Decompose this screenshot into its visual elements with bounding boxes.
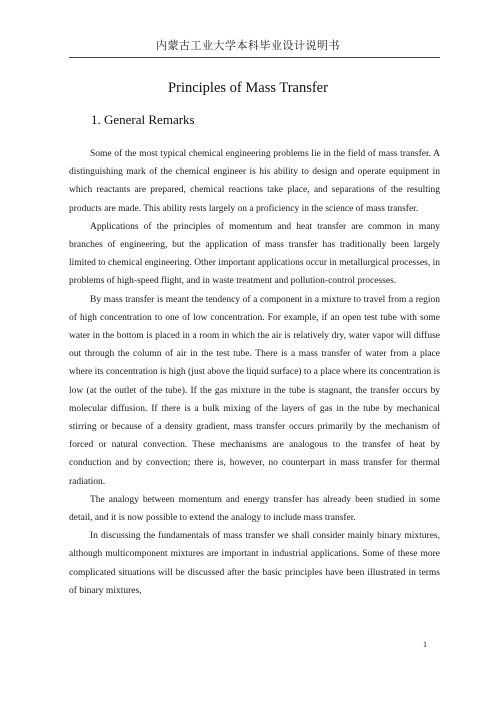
section-heading: 1. General Remarks: [91, 112, 195, 127]
document-title: Principles of Mass Transfer: [168, 80, 328, 96]
page-number: 1: [423, 640, 427, 649]
paragraph: By mass transfer is meant the tendency of a component in a mixture to travel from a region of high concentration to one of low concentration. For example, if an open test tube with some water in the bottom is placed in a room in which the air is relatively dry, water vapor will diffuse out through the column of air in the test tube. There is a mass transfer of water from a place where its concentration is high (just above the liquid surface) to a place where its concentration is low (at the outlet of the tube). If the gas mixture in the tube is stagnant, the transfer occurs by molecular diffusion. If there is a bulk mixing of the layers of gas in the tube by mechanical stirring or because of a density gradient, mass transfer occurs primarily by the mechanism of forced or natural convection. These mechanisms are analogous to the transfer of heat by conduction and by convection; there is, however, no counterpart in mass transfer for thermal radiation.: [69, 294, 440, 487]
paragraph: Some of the most typical chemical engineering problems lie in the field of mass transfer. A distinguishing mark of the chemical engineer is his ability to design and operate equipment in which reactants are prepared, chemical reactions take place, and separations of the resulting products are made. This ability rests largely on a proficiency in the science of mass transfer.: [69, 149, 440, 214]
paragraph: The analogy between momentum and energy transfer has already been studied in some detail, and it is now possible to extend the analogy to include mass transfer.: [69, 494, 440, 524]
page-header: 内蒙古工业大学本科毕业设计说明书: [156, 40, 340, 52]
paragraph: Applications of the principles of momentum and heat transfer are common in many branches of engineering, but the application of mass transfer has traditionally been largely limited to chemical engineering. Other important applications occur in metallurgical processes, in problems of high-speed flight, and in waste treatment and pollution-control processes.: [69, 221, 441, 287]
paragraph: In discussing the fundamentals of mass transfer we shall consider mainly binary mixtures, although multicomponent mixtures are important in industrial applications. Some of these more complicated situations will be discussed after the basic principles have been illustrated in terms of binary mixtures,: [69, 531, 440, 596]
header-rule: [69, 57, 440, 58]
body-text: [69, 145, 440, 600]
